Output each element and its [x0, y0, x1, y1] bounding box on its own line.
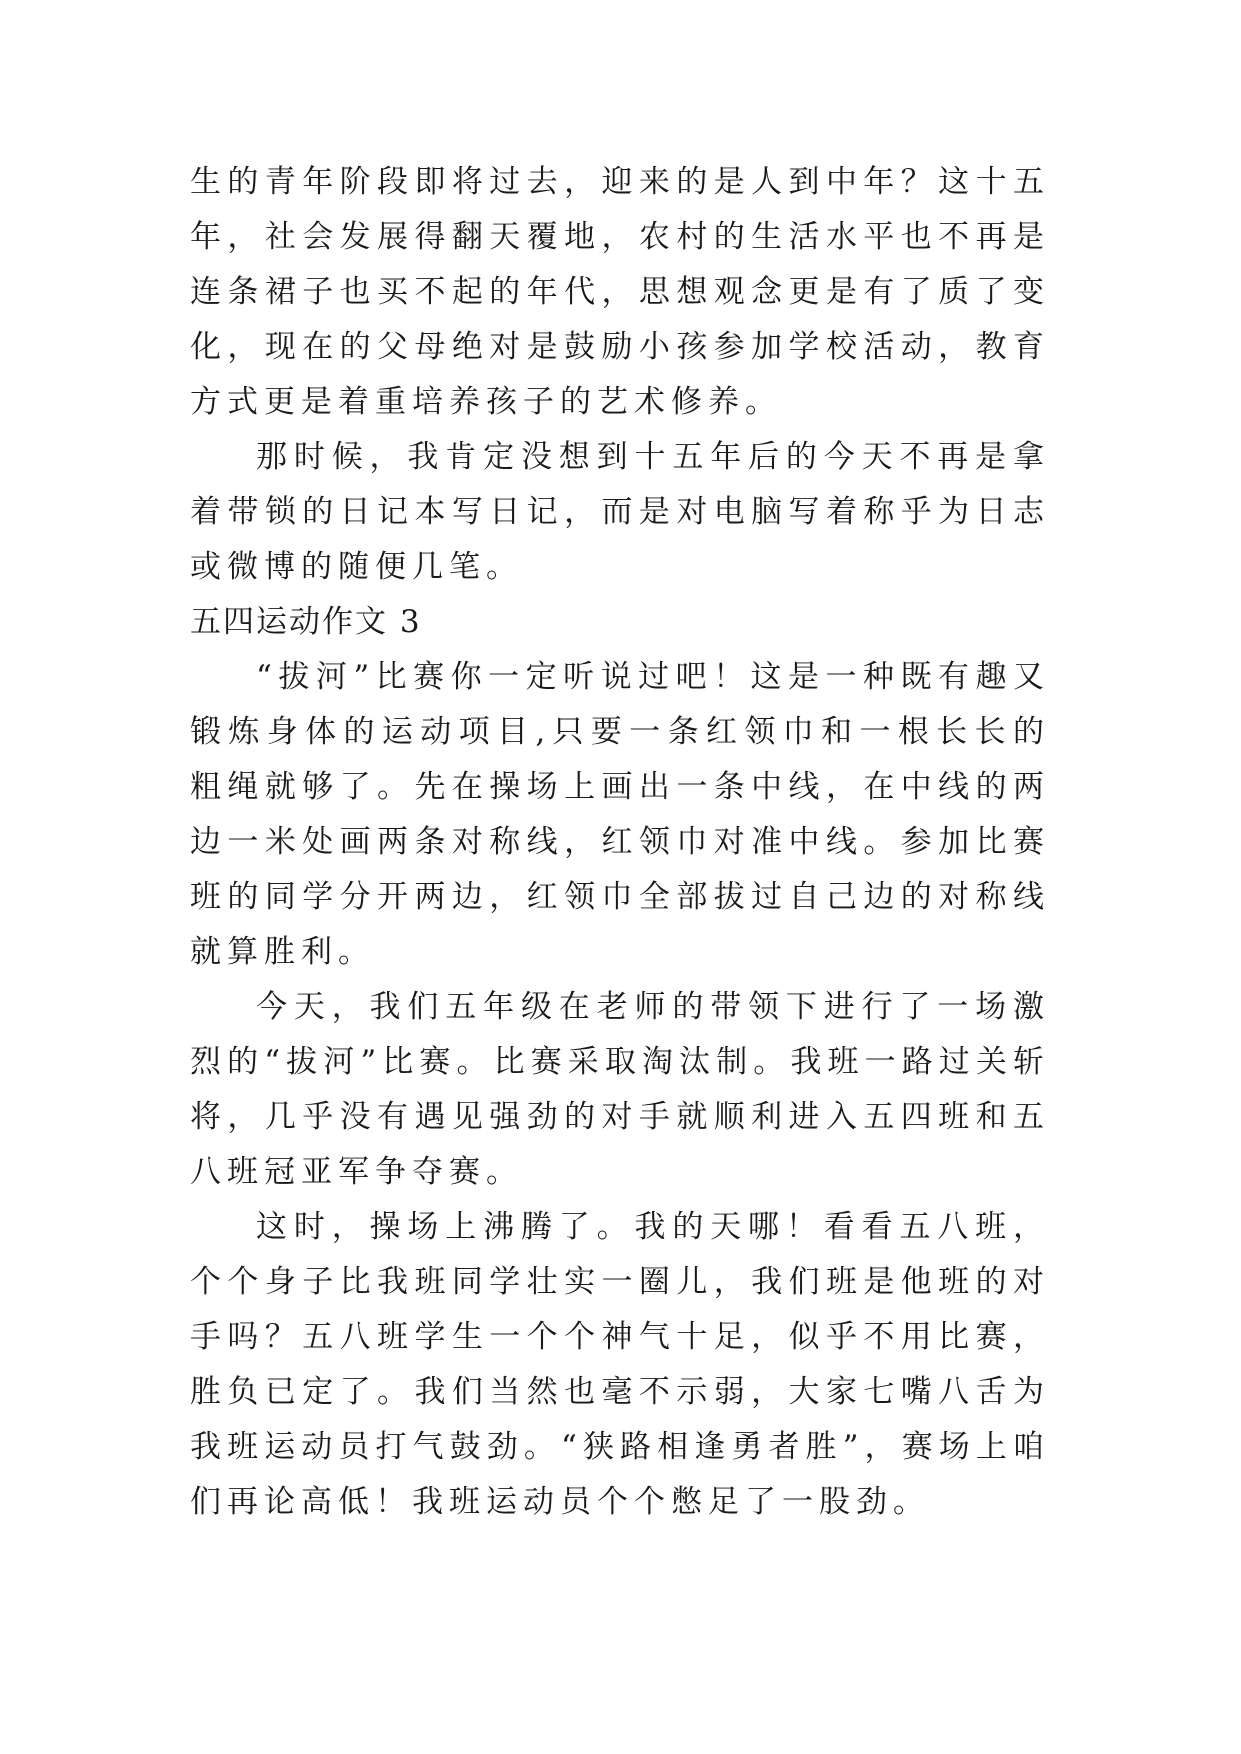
paragraph-1: 生的青年阶段即将过去，迎来的是人到中年？这十五年，社会发展得翻天覆地，农村的生活水平也不再是连条裙子也买不起的年代，思想观念更是有了质了变化，现在的父母绝对是鼓励小孩参加学校活动，教育方式更是着重培养孩子的艺术修养。 [190, 164, 1050, 420]
paragraph-5: 这时，操场上沸腾了。我的天哪！看看五八班，个个身子比我班同学壮实一圈儿，我们班是他班的对手吗？五八班学生一个个神气十足，似乎不用比赛，胜负已定了。我们当然也毫不示弱，大家七嘴八舌为我班运动员打气鼓劲。“狭路相逢勇者胜”，赛场上咱们再论高低！我班运动员个个憋足了一股劲。 [190, 1209, 1050, 1520]
section-heading: 五四运动作文 3 [190, 604, 422, 640]
document-page [190, 155, 1050, 1530]
paragraph-2: 那时候，我肯定没想到十五年后的今天不再是拿着带锁的日记本写日记，而是对电脑写着称乎为日志或微博的随便几笔。 [190, 439, 1050, 585]
paragraph-4: 今天，我们五年级在老师的带领下进行了一场激烈的“拔河”比赛。比赛采取淘汰制。我班一路过关斩将，几乎没有遇见强劲的对手就顺利进入五四班和五八班冠亚军争夺赛。 [190, 989, 1050, 1190]
paragraph-3: “拔河”比赛你一定听说过吧！这是一种既有趣又锻炼身体的运动项目,只要一条红领巾和一根长长的粗绳就够了。先在操场上画出一条中线，在中线的两边一米处画两条对称线，红领巾对准中线。参加比赛班的同学分开两边，红领巾全部拔过自己边的对称线就算胜利。 [190, 659, 1050, 970]
